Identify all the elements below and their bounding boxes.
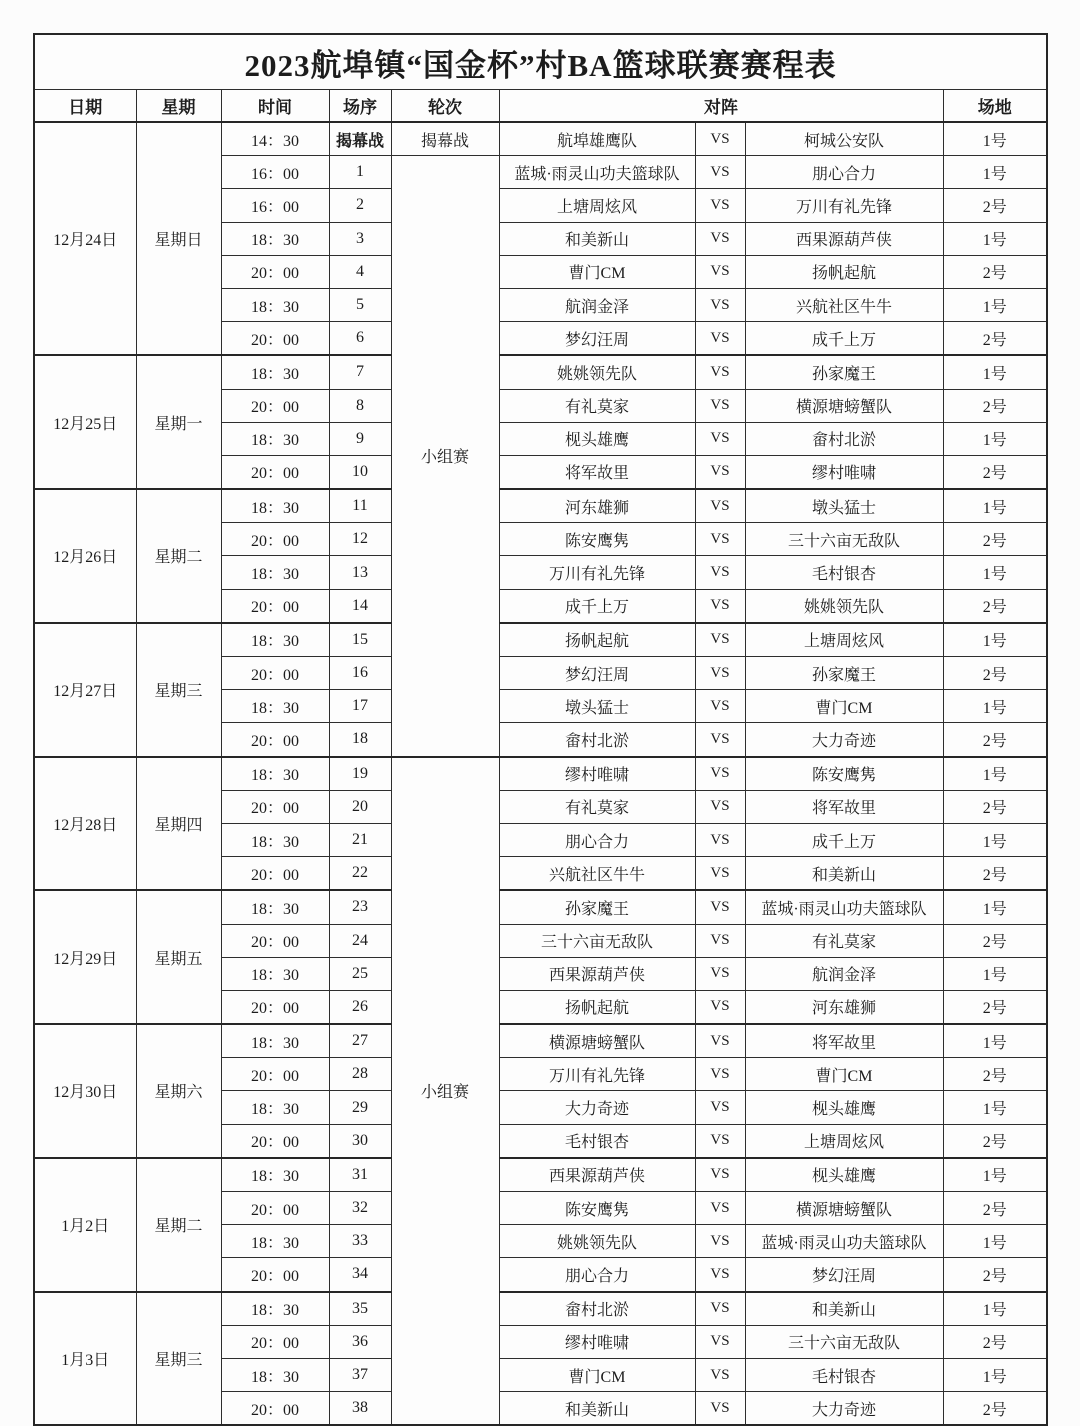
away-team-cell: 三十六亩无敌队 <box>745 1325 943 1358</box>
away-team-cell: 和美新山 <box>745 1292 943 1326</box>
date-cell: 12月25日 <box>34 355 136 489</box>
vs-label: VS <box>695 455 745 489</box>
match-number-cell: 11 <box>329 489 391 523</box>
time-cell: 18：30 <box>221 757 329 791</box>
vs-label: VS <box>695 1058 745 1091</box>
title-row <box>34 34 1047 90</box>
match-number-cell: 8 <box>329 389 391 422</box>
schedule-table <box>33 33 1048 1426</box>
weekday-cell: 星期四 <box>136 757 221 891</box>
match-number-cell: 32 <box>329 1192 391 1225</box>
table-row <box>34 1292 1047 1326</box>
vs-label: VS <box>695 990 745 1024</box>
home-team-cell: 西果源葫芦侠 <box>499 957 695 990</box>
venue-cell: 1号 <box>943 1091 1047 1124</box>
date-cell: 12月26日 <box>34 489 136 623</box>
match-number-cell: 34 <box>329 1258 391 1292</box>
match-number-cell: 13 <box>329 556 391 589</box>
time-cell: 18：30 <box>221 288 329 321</box>
home-team-cell: 将军故里 <box>499 455 695 489</box>
match-number-cell: 33 <box>329 1225 391 1258</box>
table-row <box>34 355 1047 389</box>
match-number-cell: 22 <box>329 857 391 891</box>
time-cell: 20：00 <box>221 790 329 823</box>
venue-cell: 1号 <box>943 288 1047 321</box>
vs-label: VS <box>695 1024 745 1058</box>
match-number-cell: 15 <box>329 623 391 657</box>
away-team-cell: 将军故里 <box>745 790 943 823</box>
away-team-cell: 大力奇迹 <box>745 1392 943 1426</box>
venue-cell: 1号 <box>943 1358 1047 1391</box>
away-team-cell: 成千上万 <box>745 322 943 356</box>
home-team-cell: 扬帆起航 <box>499 623 695 657</box>
time-cell: 20：00 <box>221 589 329 623</box>
match-number-cell: 6 <box>329 322 391 356</box>
time-cell: 18：30 <box>221 556 329 589</box>
home-team-cell: 墩头猛士 <box>499 690 695 723</box>
home-team-cell: 三十六亩无敌队 <box>499 924 695 957</box>
venue-cell: 1号 <box>943 156 1047 189</box>
date-cell: 12月27日 <box>34 623 136 757</box>
home-team-cell: 畲村北淤 <box>499 723 695 757</box>
away-team-cell: 墩头猛士 <box>745 489 943 523</box>
away-team-cell: 孙家魔王 <box>745 355 943 389</box>
time-cell: 18：30 <box>221 690 329 723</box>
home-team-cell: 河东雄狮 <box>499 489 695 523</box>
time-cell: 18：30 <box>221 1358 329 1391</box>
venue-cell: 2号 <box>943 990 1047 1024</box>
home-team-cell: 毛村银杏 <box>499 1124 695 1158</box>
venue-cell: 1号 <box>943 355 1047 389</box>
match-number-cell: 35 <box>329 1292 391 1326</box>
vs-label: VS <box>695 255 745 288</box>
away-team-cell: 横源塘螃蟹队 <box>745 1192 943 1225</box>
weekday-cell: 星期六 <box>136 1024 221 1158</box>
away-team-cell: 大力奇迹 <box>745 723 943 757</box>
table-row <box>34 1024 1047 1058</box>
match-number-cell: 16 <box>329 657 391 690</box>
venue-cell: 2号 <box>943 657 1047 690</box>
home-team-cell: 成千上万 <box>499 589 695 623</box>
home-team-cell: 航埠雄鹰队 <box>499 122 695 156</box>
vs-label: VS <box>695 1158 745 1192</box>
vs-label: VS <box>695 657 745 690</box>
vs-label: VS <box>695 1192 745 1225</box>
vs-label: VS <box>695 1392 745 1426</box>
venue-cell: 2号 <box>943 455 1047 489</box>
match-number-cell: 38 <box>329 1392 391 1426</box>
venue-cell: 1号 <box>943 556 1047 589</box>
column-header-time: 时间 <box>221 90 329 123</box>
away-team-cell: 柯城公安队 <box>745 122 943 156</box>
home-team-cell: 万川有礼先锋 <box>499 556 695 589</box>
venue-cell: 2号 <box>943 790 1047 823</box>
date-cell: 1月3日 <box>34 1292 136 1426</box>
time-cell: 18：30 <box>221 957 329 990</box>
time-cell: 18：30 <box>221 222 329 255</box>
vs-label: VS <box>695 890 745 924</box>
match-number-cell: 28 <box>329 1058 391 1091</box>
vs-label: VS <box>695 156 745 189</box>
venue-cell: 1号 <box>943 422 1047 455</box>
away-team-cell: 缪村唯啸 <box>745 455 943 489</box>
table-row <box>34 757 1047 791</box>
venue-cell: 1号 <box>943 1158 1047 1192</box>
time-cell: 18：30 <box>221 1091 329 1124</box>
weekday-cell: 星期五 <box>136 890 221 1024</box>
away-team-cell: 成千上万 <box>745 823 943 856</box>
away-team-cell: 横源塘螃蟹队 <box>745 389 943 422</box>
away-team-cell: 陈安鹰隽 <box>745 757 943 791</box>
away-team-cell: 毛村银杏 <box>745 1358 943 1391</box>
home-team-cell: 缪村唯啸 <box>499 1325 695 1358</box>
match-number-cell: 23 <box>329 890 391 924</box>
away-team-cell: 朋心合力 <box>745 156 943 189</box>
time-cell: 20：00 <box>221 857 329 891</box>
venue-cell: 2号 <box>943 857 1047 891</box>
vs-label: VS <box>695 1124 745 1158</box>
column-header-date: 日期 <box>34 90 136 123</box>
home-team-cell: 梦幻汪周 <box>499 322 695 356</box>
vs-label: VS <box>695 122 745 156</box>
home-team-cell: 姚姚领先队 <box>499 355 695 389</box>
time-cell: 20：00 <box>221 255 329 288</box>
home-team-cell: 朋心合力 <box>499 823 695 856</box>
match-number-cell: 2 <box>329 189 391 222</box>
away-team-cell: 兴航社区牛牛 <box>745 288 943 321</box>
time-cell: 16：00 <box>221 156 329 189</box>
home-team-cell: 航润金泽 <box>499 288 695 321</box>
match-number-cell: 10 <box>329 455 391 489</box>
match-number-cell: 19 <box>329 757 391 791</box>
time-cell: 14：30 <box>221 122 329 156</box>
table-row <box>34 122 1047 156</box>
time-cell: 20：00 <box>221 389 329 422</box>
home-team-cell: 西果源葫芦侠 <box>499 1158 695 1192</box>
vs-label: VS <box>695 1292 745 1326</box>
home-team-cell: 姚姚领先队 <box>499 1225 695 1258</box>
venue-cell: 2号 <box>943 1058 1047 1091</box>
venue-cell: 2号 <box>943 1325 1047 1358</box>
match-number-cell: 17 <box>329 690 391 723</box>
table-row <box>34 623 1047 657</box>
home-team-cell: 朋心合力 <box>499 1258 695 1292</box>
venue-cell: 2号 <box>943 589 1047 623</box>
match-number-cell: 14 <box>329 589 391 623</box>
time-cell: 18：30 <box>221 890 329 924</box>
table-row <box>34 1158 1047 1192</box>
venue-cell: 2号 <box>943 1192 1047 1225</box>
venue-cell: 1号 <box>943 690 1047 723</box>
time-cell: 20：00 <box>221 1392 329 1426</box>
round-cell: 小组赛 <box>391 757 499 1426</box>
date-cell: 1月2日 <box>34 1158 136 1292</box>
vs-label: VS <box>695 1358 745 1391</box>
away-team-cell: 毛村银杏 <box>745 556 943 589</box>
home-team-cell: 缪村唯啸 <box>499 757 695 791</box>
vs-label: VS <box>695 288 745 321</box>
away-team-cell: 上塘周炫风 <box>745 1124 943 1158</box>
column-header-round: 轮次 <box>391 90 499 123</box>
weekday-cell: 星期二 <box>136 489 221 623</box>
vs-label: VS <box>695 690 745 723</box>
venue-cell: 1号 <box>943 489 1047 523</box>
home-team-cell: 和美新山 <box>499 222 695 255</box>
away-team-cell: 孙家魔王 <box>745 657 943 690</box>
away-team-cell: 和美新山 <box>745 857 943 891</box>
column-header-match-no: 场序 <box>329 90 391 123</box>
time-cell: 20：00 <box>221 657 329 690</box>
time-cell: 18：30 <box>221 1158 329 1192</box>
match-number-cell: 24 <box>329 924 391 957</box>
vs-label: VS <box>695 489 745 523</box>
venue-cell: 2号 <box>943 1258 1047 1292</box>
time-cell: 20：00 <box>221 523 329 556</box>
round-cell: 小组赛 <box>391 156 499 757</box>
weekday-cell: 星期日 <box>136 122 221 355</box>
venue-cell: 2号 <box>943 723 1047 757</box>
column-header-row <box>34 90 1047 123</box>
vs-label: VS <box>695 823 745 856</box>
vs-label: VS <box>695 523 745 556</box>
weekday-cell: 星期三 <box>136 1292 221 1426</box>
vs-label: VS <box>695 1258 745 1292</box>
venue-cell: 2号 <box>943 1124 1047 1158</box>
match-number-cell: 揭幕战 <box>329 122 391 156</box>
date-cell: 12月30日 <box>34 1024 136 1158</box>
match-number-cell: 30 <box>329 1124 391 1158</box>
vs-label: VS <box>695 623 745 657</box>
date-cell: 12月28日 <box>34 757 136 891</box>
vs-label: VS <box>695 1225 745 1258</box>
match-number-cell: 5 <box>329 288 391 321</box>
match-number-cell: 26 <box>329 990 391 1024</box>
time-cell: 20：00 <box>221 1258 329 1292</box>
home-team-cell: 有礼莫家 <box>499 790 695 823</box>
vs-label: VS <box>695 857 745 891</box>
home-team-cell: 和美新山 <box>499 1392 695 1426</box>
away-team-cell: 梦幻汪周 <box>745 1258 943 1292</box>
away-team-cell: 扬帆起航 <box>745 255 943 288</box>
vs-label: VS <box>695 957 745 990</box>
home-team-cell: 曹门CM <box>499 255 695 288</box>
home-team-cell: 曹门CM <box>499 1358 695 1391</box>
time-cell: 18：30 <box>221 422 329 455</box>
table-row <box>34 890 1047 924</box>
time-cell: 20：00 <box>221 723 329 757</box>
match-number-cell: 29 <box>329 1091 391 1124</box>
venue-cell: 1号 <box>943 1225 1047 1258</box>
vs-label: VS <box>695 1091 745 1124</box>
venue-cell: 2号 <box>943 1392 1047 1426</box>
time-cell: 20：00 <box>221 1058 329 1091</box>
vs-label: VS <box>695 723 745 757</box>
home-team-cell: 有礼莫家 <box>499 389 695 422</box>
date-cell: 12月24日 <box>34 122 136 355</box>
home-team-cell: 枧头雄鹰 <box>499 422 695 455</box>
match-number-cell: 4 <box>329 255 391 288</box>
vs-label: VS <box>695 1325 745 1358</box>
away-team-cell: 万川有礼先锋 <box>745 189 943 222</box>
time-cell: 20：00 <box>221 990 329 1024</box>
weekday-cell: 星期三 <box>136 623 221 757</box>
time-cell: 20：00 <box>221 1325 329 1358</box>
vs-label: VS <box>695 322 745 356</box>
time-cell: 16：00 <box>221 189 329 222</box>
venue-cell: 2号 <box>943 322 1047 356</box>
match-number-cell: 37 <box>329 1358 391 1391</box>
match-number-cell: 21 <box>329 823 391 856</box>
venue-cell: 1号 <box>943 222 1047 255</box>
home-team-cell: 上塘周炫风 <box>499 189 695 222</box>
vs-label: VS <box>695 222 745 255</box>
home-team-cell: 扬帆起航 <box>499 990 695 1024</box>
venue-cell: 1号 <box>943 122 1047 156</box>
time-cell: 18：30 <box>221 823 329 856</box>
venue-cell: 1号 <box>943 890 1047 924</box>
schedule-table-body <box>34 122 1047 1425</box>
venue-cell: 1号 <box>943 1024 1047 1058</box>
away-team-cell: 曹门CM <box>745 690 943 723</box>
time-cell: 18：30 <box>221 1292 329 1326</box>
match-number-cell: 31 <box>329 1158 391 1192</box>
home-team-cell: 万川有礼先锋 <box>499 1058 695 1091</box>
vs-label: VS <box>695 189 745 222</box>
away-team-cell: 畲村北淤 <box>745 422 943 455</box>
away-team-cell: 枧头雄鹰 <box>745 1091 943 1124</box>
match-number-cell: 3 <box>329 222 391 255</box>
match-number-cell: 25 <box>329 957 391 990</box>
time-cell: 18：30 <box>221 623 329 657</box>
match-number-cell: 7 <box>329 355 391 389</box>
home-team-cell: 梦幻汪周 <box>499 657 695 690</box>
venue-cell: 1号 <box>943 1292 1047 1326</box>
weekday-cell: 星期一 <box>136 355 221 489</box>
away-team-cell: 航润金泽 <box>745 957 943 990</box>
away-team-cell: 枧头雄鹰 <box>745 1158 943 1192</box>
venue-cell: 2号 <box>943 924 1047 957</box>
home-team-cell: 横源塘螃蟹队 <box>499 1024 695 1058</box>
time-cell: 18：30 <box>221 1225 329 1258</box>
away-team-cell: 河东雄狮 <box>745 990 943 1024</box>
match-number-cell: 9 <box>329 422 391 455</box>
vs-label: VS <box>695 422 745 455</box>
match-number-cell: 20 <box>329 790 391 823</box>
vs-label: VS <box>695 389 745 422</box>
time-cell: 20：00 <box>221 322 329 356</box>
venue-cell: 2号 <box>943 523 1047 556</box>
away-team-cell: 三十六亩无敌队 <box>745 523 943 556</box>
home-team-cell: 陈安鹰隽 <box>499 523 695 556</box>
venue-cell: 1号 <box>943 957 1047 990</box>
time-cell: 20：00 <box>221 1124 329 1158</box>
vs-label: VS <box>695 589 745 623</box>
home-team-cell: 陈安鹰隽 <box>499 1192 695 1225</box>
match-number-cell: 27 <box>329 1024 391 1058</box>
away-team-cell: 将军故里 <box>745 1024 943 1058</box>
time-cell: 18：30 <box>221 1024 329 1058</box>
vs-label: VS <box>695 556 745 589</box>
date-cell: 12月29日 <box>34 890 136 1024</box>
away-team-cell: 上塘周炫风 <box>745 623 943 657</box>
vs-label: VS <box>695 355 745 389</box>
home-team-cell: 孙家魔王 <box>499 890 695 924</box>
away-team-cell: 蓝城·雨灵山功夫篮球队 <box>745 890 943 924</box>
table-row <box>34 489 1047 523</box>
vs-label: VS <box>695 757 745 791</box>
match-number-cell: 18 <box>329 723 391 757</box>
match-number-cell: 12 <box>329 523 391 556</box>
venue-cell: 1号 <box>943 823 1047 856</box>
time-cell: 20：00 <box>221 924 329 957</box>
weekday-cell: 星期二 <box>136 1158 221 1292</box>
round-cell: 揭幕战 <box>391 122 499 156</box>
home-team-cell: 大力奇迹 <box>499 1091 695 1124</box>
match-number-cell: 36 <box>329 1325 391 1358</box>
venue-cell: 2号 <box>943 255 1047 288</box>
venue-cell: 1号 <box>943 623 1047 657</box>
vs-label: VS <box>695 790 745 823</box>
home-team-cell: 蓝城·雨灵山功夫篮球队 <box>499 156 695 189</box>
venue-cell: 2号 <box>943 389 1047 422</box>
home-team-cell: 畲村北淤 <box>499 1292 695 1326</box>
away-team-cell: 有礼莫家 <box>745 924 943 957</box>
time-cell: 18：30 <box>221 355 329 389</box>
column-header-matchup: 对阵 <box>499 90 943 123</box>
venue-cell: 2号 <box>943 189 1047 222</box>
column-header-weekday: 星期 <box>136 90 221 123</box>
venue-cell: 1号 <box>943 757 1047 791</box>
time-cell: 20：00 <box>221 1192 329 1225</box>
away-team-cell: 姚姚领先队 <box>745 589 943 623</box>
away-team-cell: 曹门CM <box>745 1058 943 1091</box>
time-cell: 18：30 <box>221 489 329 523</box>
home-team-cell: 兴航社区牛牛 <box>499 857 695 891</box>
time-cell: 20：00 <box>221 455 329 489</box>
away-team-cell: 西果源葫芦侠 <box>745 222 943 255</box>
away-team-cell: 蓝城·雨灵山功夫篮球队 <box>745 1225 943 1258</box>
match-number-cell: 1 <box>329 156 391 189</box>
column-header-venue: 场地 <box>943 90 1047 123</box>
vs-label: VS <box>695 924 745 957</box>
page-title: 2023航埠镇“国金杯”村BA篮球联赛赛程表 <box>34 34 1047 90</box>
